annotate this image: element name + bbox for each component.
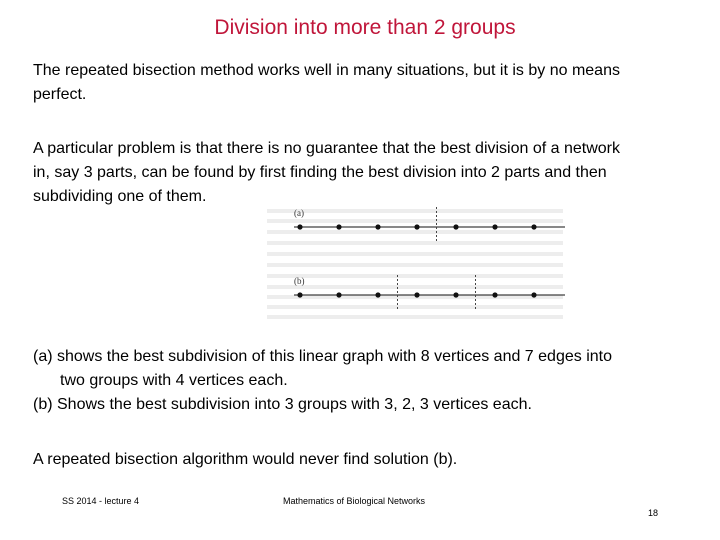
figure-svg <box>265 200 565 328</box>
graph-b-vertex-5 <box>453 292 458 297</box>
faded-text-line <box>267 252 563 256</box>
figure-label-a: (a) <box>294 208 304 218</box>
graph-a-vertex-2 <box>336 224 341 229</box>
paragraph-problem <box>33 137 703 209</box>
graph-a-vertex-6 <box>492 224 497 229</box>
page-number: 18 <box>648 508 659 518</box>
text-line: perfect. <box>33 86 87 103</box>
figure-label-b: (b) <box>294 276 305 286</box>
faded-text-line <box>267 219 563 223</box>
graph-a-vertex-4 <box>414 224 419 229</box>
faded-text-line <box>267 285 563 289</box>
text-line: A particular problem is that there is no guarantee that the best division of a network <box>33 140 620 157</box>
faded-text-line <box>267 230 563 234</box>
graph-b-vertex-1 <box>297 292 302 297</box>
text-line: The repeated bisection method works well in many situations, but it is by no means <box>33 62 620 79</box>
faded-text-line <box>267 305 563 309</box>
text-line: (b) Shows the best subdivision into 3 groups with 3, 2, 3 vertices each. <box>33 396 532 413</box>
graph-a-vertex-1 <box>297 224 302 229</box>
paragraph-explanation <box>33 345 703 417</box>
faded-text-line <box>267 274 563 278</box>
faded-text-line <box>267 209 563 213</box>
text-line: in, say 3 parts, can be found by first finding the best division into 2 parts and then <box>33 164 607 181</box>
paragraph-conclusion: A repeated bisection algorithm would never find solution (b). <box>33 451 458 468</box>
graph-a-vertex-7 <box>531 224 536 229</box>
footer-course: SS 2014 - lecture 4 <box>62 496 140 506</box>
graph-b-vertex-4 <box>414 292 419 297</box>
faded-text-line <box>267 263 563 267</box>
faded-text-line <box>267 241 563 245</box>
text-line: subdividing one of them. <box>33 188 207 205</box>
faded-text-line <box>267 315 563 319</box>
linear-graph-figure <box>265 200 565 328</box>
graph-a-vertex-3 <box>375 224 380 229</box>
graph-b-vertex-7 <box>531 292 536 297</box>
footer-subject: Mathematics of Biological Networks <box>283 496 426 506</box>
graph-a-vertex-5 <box>453 224 458 229</box>
graph-b-vertex-3 <box>375 292 380 297</box>
paragraph-intro <box>33 59 703 107</box>
slide-title: Division into more than 2 groups <box>214 16 516 39</box>
graph-b-vertex-2 <box>336 292 341 297</box>
graph-b-vertex-6 <box>492 292 497 297</box>
text-line: (a) shows the best subdivision of this linear graph with 8 vertices and 7 edges into <box>33 348 612 365</box>
text-line: two groups with 4 vertices each. <box>60 372 288 389</box>
